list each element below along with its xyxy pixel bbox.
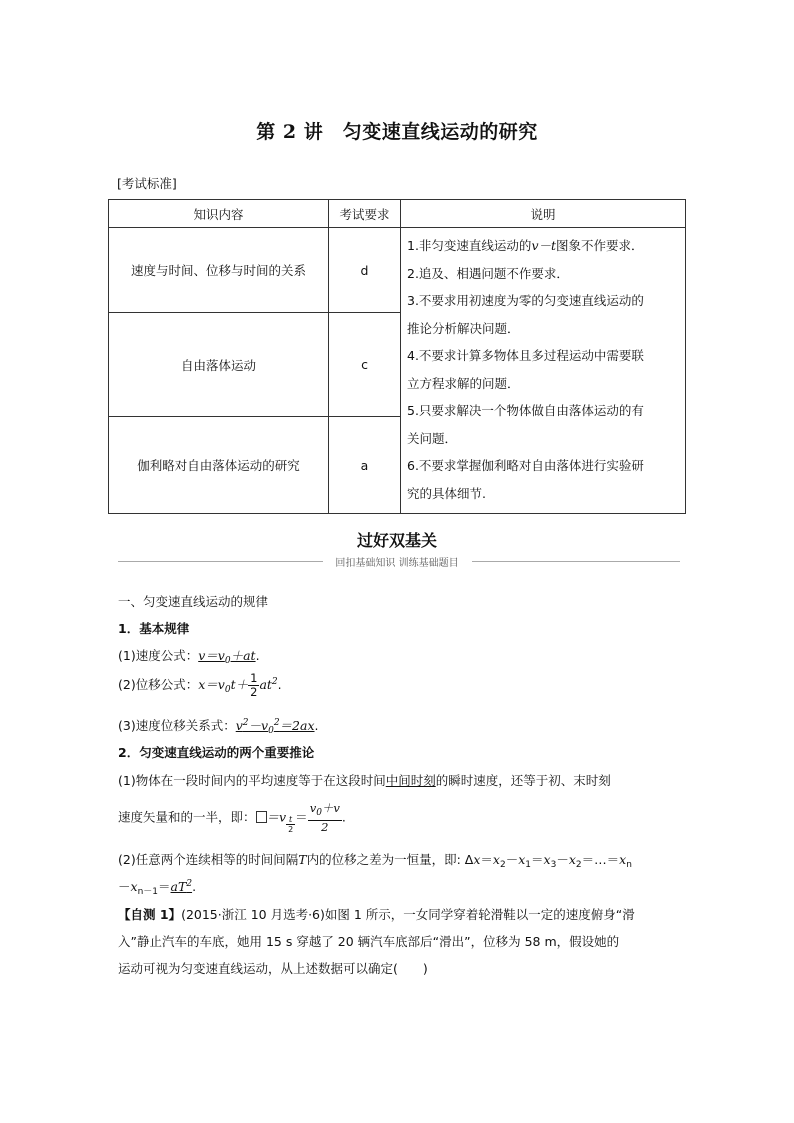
note-line: 究的具体细节. xyxy=(407,485,486,501)
average-velocity-symbol xyxy=(256,811,267,823)
inference-2-line-2: $-x_{n-1}=aT^2$. xyxy=(118,879,197,897)
heading-basic-rules: 1．基本规律 xyxy=(118,621,190,636)
notes-cell xyxy=(401,228,686,514)
inference-1-line-1: (1)物体在一段时间内的平均速度等于在这段时间中间时刻的瞬时速度，还等于初、末时刻 xyxy=(118,773,611,788)
note-line: 关问题． xyxy=(407,430,458,446)
velocity-formula: $v=v_0+at$ xyxy=(198,648,256,666)
standards-label: [考试标准] xyxy=(117,176,177,191)
table-row xyxy=(109,228,686,313)
exam-standards-table xyxy=(108,199,686,514)
header-notes: 说明 xyxy=(401,200,686,228)
self-test-line-1: 【自测 1】(2015·浙江 10 月选考·6)如图 1 所示，一女同学穿着轮滑鞋以一定的速度俯身“滑 xyxy=(118,907,635,922)
table-header-row xyxy=(109,200,686,228)
heading-inferences: 2．匀变速直线运动的两个重要推论 xyxy=(118,745,315,760)
row-topic: 伽利略对自由落体运动的研究 xyxy=(109,417,329,514)
note-line: 6.不要求掌握伽利略对自由落体进行实验研 xyxy=(407,458,644,473)
self-test-tag: 【自测 1】 xyxy=(118,907,182,922)
section-subtitle: 回扣基础知识 训练基础题目 xyxy=(0,554,794,569)
note-line: 3.不要求用初速度为零的匀变速直线运动的 xyxy=(407,293,644,308)
heading-rules: 一、匀变速直线运动的规律 xyxy=(118,594,269,609)
row-level: d xyxy=(329,228,401,313)
row-topic: 自由落体运动 xyxy=(109,313,329,417)
note-line: 5.只要求解决一个物体做自由落体运动的有 xyxy=(407,403,644,418)
formula-velocity: (1)速度公式：$v=v_0+at$. xyxy=(118,648,260,666)
self-test-line-2: 入”静止汽车的车底，她用 15 s 穿越了 20 辆汽车底部后“滑出”，位移为 58 m，假设她的 xyxy=(118,934,620,949)
formula-velocity-displacement: (3)速度位移关系式：$v^2-v_0^2=2ax$. xyxy=(118,718,319,736)
section-title: 过好双基关 xyxy=(356,531,437,550)
self-test-line-3: 运动可视为匀变速直线运动，从上述数据可以确定( ) xyxy=(118,961,428,976)
note-line: 立方程求解的问题． xyxy=(407,375,520,391)
note-line: 4.不要求计算多物体且多过程运动中需要联 xyxy=(407,348,644,363)
note-line: 推论分析解决问题． xyxy=(407,320,520,336)
page-title: 第 2 讲 匀变速直线运动的研究 xyxy=(256,121,538,143)
row-level: a xyxy=(329,417,401,514)
header-knowledge: 知识内容 xyxy=(109,200,329,228)
header-requirement: 考试要求 xyxy=(329,200,401,228)
note-line: 2.追及、相遇问题不作要求． xyxy=(407,265,569,281)
note-line: 1.非匀变速直线运动的v－t图象不作要求． xyxy=(407,238,644,253)
row-topic: 速度与时间、位移与时间的关系 xyxy=(109,228,329,313)
row-level: c xyxy=(329,313,401,417)
inference-2-line-1: (2)任意两个连续相等的时间间隔T内的位移之差为一恒量，即: $\Delta x=x_2-x_1=x_3-x_2=\dots=x_n$ xyxy=(118,852,632,870)
formula-displacement: (2)位移公式：$x=v_0t+$ $\frac{1}{2}$ $at^2$. xyxy=(118,671,282,699)
inference-1-line-2: 速度矢量和的一半，即： ＝v $\frac{t}{2}$ ＝ $\frac{v_0+v}{2}$ . xyxy=(118,801,346,834)
